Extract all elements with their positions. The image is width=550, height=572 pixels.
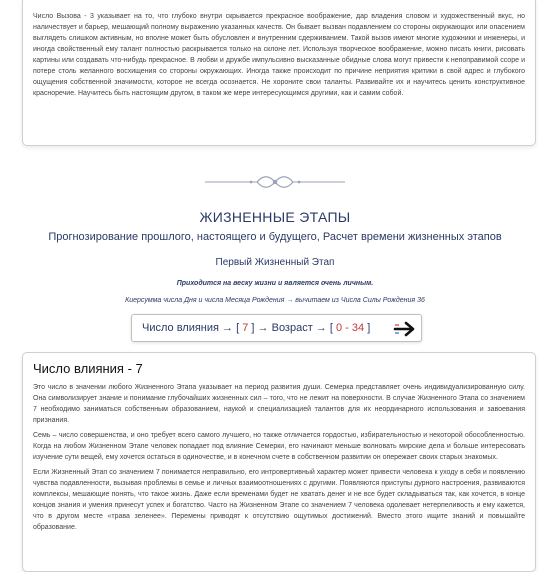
divider-ornament bbox=[205, 172, 345, 192]
influence-value: 7 bbox=[242, 322, 249, 334]
influence-bracket-close: ] bbox=[251, 322, 255, 334]
influence-label: Число влияния → bbox=[142, 322, 234, 334]
age-bracket-open: [ bbox=[329, 322, 333, 334]
stage-title: Первый Жизненный Этап bbox=[215, 257, 335, 268]
section-title: ЖИЗНЕННЫЕ ЭТАПЫ bbox=[199, 209, 351, 225]
challenge-card bbox=[22, 0, 536, 146]
next-arrow-button[interactable] bbox=[392, 318, 418, 339]
stage-note: Приходится на веску жизни и является очень личным. bbox=[176, 280, 374, 287]
age-value: 0 - 34 bbox=[336, 322, 365, 334]
influence-card bbox=[22, 352, 536, 572]
challenge-text: Число Вызова - 3 указывает на то, что глубоко внутри скрывается прекрасное воображение, дар владения словом и художественный вкус, но наличествует и барьер, мешающий полному выражению указанных качеств. Он бывает вызван подавлением со стороны окружающих или опасением выглядеть слишком активным, но вполне может быть обусловлен и внутренним сдерживанием. Такой вызов имеют многие художники и инженеры, и иногда свойственный ему талант полностью раскрывается только на склоне лет. Используя творческое воображение, можно писать книги, рисовать картины или создавать что-нибудь прекрасное. В любви и дружбе импульсивно высказанные обидные слова могут привести к непоправимой ссоре и потере столь желанного восхищения со стороны окружающих. Иногда также происходит по причине неприятия критики в свой адрес и глубокого ощущения собственной значимости, которое не всегда осознается. Не хороните свои таланты. Развивайте их и научитесь ценить конструктивное красноречие. Научитесь быть настоящим другом, в таком же мере интересующимся другими, как и самим собой. bbox=[33, 13, 525, 97]
arrow-right-icon bbox=[393, 321, 417, 337]
age-bracket-close: ] bbox=[367, 322, 371, 334]
age-label: → Возраст → bbox=[257, 322, 327, 334]
influence-bracket-open: [ bbox=[236, 322, 240, 334]
influence-paragraph: Это число в значении любого Жизненного Этапа указывает на период развития души. Семерка представляет очень индивидуализированную силу. Она символизирует знание и понимание глубочайших жизненных сил – того, что не лежит на поверхности. В случае Жизненного Этапа со значением 7 необходимо заниматься собственным образованием, наукой и специализацией талантов для их неординарного использования и завоевания признания. bbox=[33, 384, 525, 424]
influence-card-title: Число влияния - 7 bbox=[33, 361, 143, 376]
influence-calc-box bbox=[131, 314, 422, 342]
influence-paragraph: Если Жизненный Этап со значением 7 понимается неправильно, его интровертивный характер может привести человека к уходу в себя и появлению чувства подавленности, вызывая проблемы в семье и личных взаимоотношениях с другими. Появляются приступы дурного настроения, развиваются комплексы, мешающие понять, что такое жизнь. Даже если временами будет не хватать денег и не все будет складываться так, как хочется, в конце концов знания и умения принесут успех и богатство. Часто на Жизненном Этапе со значением 7 человека одолевает нетерпеливость и ему кажется, что в другом месте «трава зеленее». Перемены приводят к отсутствию ощутимых достижений. Вместо этого ищите знаний и повышайте образование. bbox=[33, 469, 525, 531]
stage-formula: Киерсумма числа Дня и числа Месяца Рождения → вычитаем из Числа Силы Рождения 36 bbox=[125, 297, 425, 304]
section-subtitle: Прогнозирование прошлого, настоящего и будущего, Расчет времени жизненных этапов bbox=[48, 231, 502, 243]
influence-paragraph: Семь – число совершенства, и оно требует всего самого лучшего, но также отличается гордостью, избирательностью и некоторой обособленностью. Когда на любом Жизненном Этапе человек попадает под влияние Семерки, его начинают меньше волновать мирские дела и больше интересовать изучение сути вещей, ему хочется остаться в одиночестве, и в конечном счете в собственном развитии он опережает своих старых знакомых. bbox=[33, 432, 525, 461]
